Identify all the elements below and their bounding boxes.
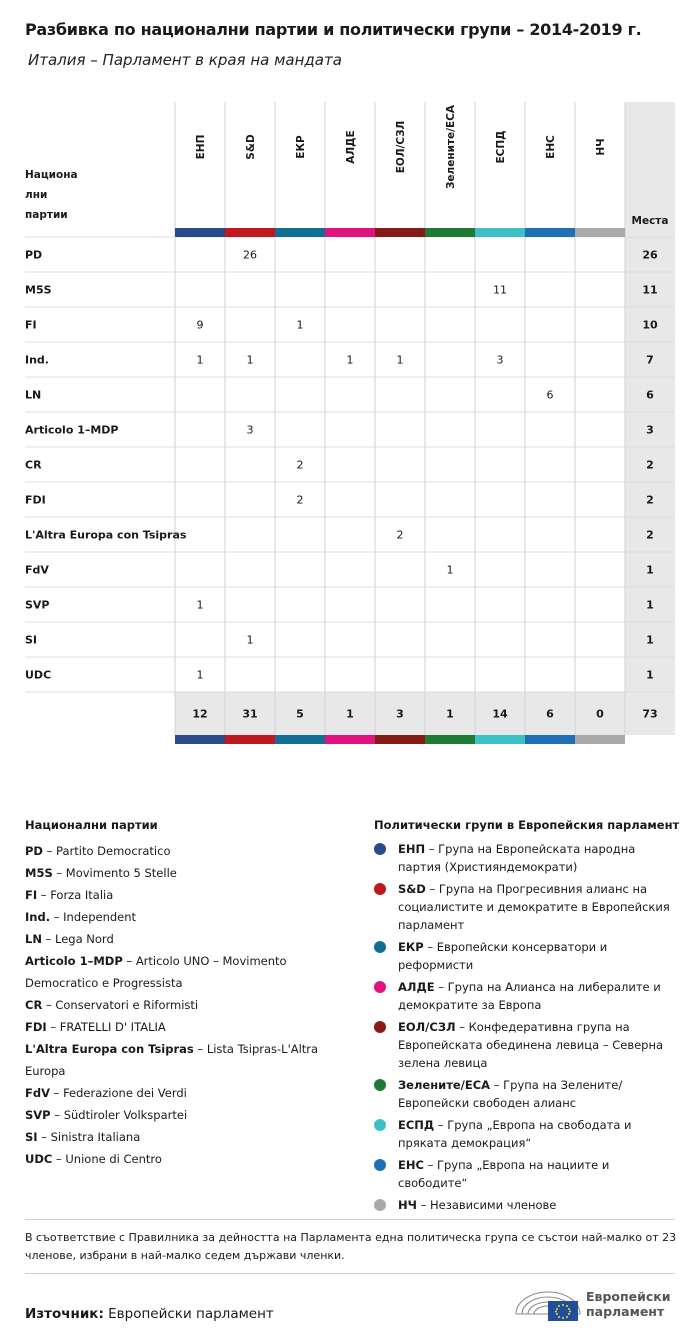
national-party-abbr: CR (25, 998, 43, 1012)
group-column-header: ЕНП (195, 134, 207, 160)
separator: – (490, 1078, 504, 1092)
political-group-name: Група „Европа на свободата и пряката демокрация“ (398, 1118, 632, 1150)
group-colour-bar-top (175, 228, 225, 237)
column-total: 31 (242, 707, 258, 721)
column-total: 1 (346, 707, 354, 721)
row-party-label: UDC (25, 668, 52, 682)
separator: – (455, 1020, 469, 1034)
group-colour-bar-top (475, 228, 525, 237)
national-party-abbr: SVP (25, 1108, 51, 1122)
political-group-name: Група „Европа на нациите и свободите“ (398, 1158, 610, 1190)
national-party-item (25, 1038, 355, 1082)
source-label: Източник: (25, 1306, 104, 1322)
cell-value: 1 (196, 353, 204, 367)
separator: – (42, 844, 57, 858)
political-group-abbr: НЧ (398, 1198, 417, 1212)
cell-value: 26 (243, 248, 257, 262)
grand-total: 73 (642, 707, 658, 721)
group-column-header: ЕНС (545, 135, 557, 159)
national-party-abbr: SI (25, 1130, 38, 1144)
row-total: 3 (646, 423, 654, 437)
row-party-label: L'Altra Europa con Tsipras (25, 528, 187, 542)
group-colour-bar-top (375, 228, 425, 237)
column-total: 1 (446, 707, 454, 721)
separator: – (425, 842, 439, 856)
group-colour-dot-icon (374, 941, 386, 953)
political-group-name: Група на Алианса на либералите и демократите за Европа (398, 980, 661, 1012)
row-party-label: Ind. (25, 353, 49, 367)
group-column-header: ЕКР (295, 135, 307, 159)
group-colour-bar-bottom (325, 735, 375, 744)
group-colour-dot-icon (374, 1079, 386, 1091)
logo-text-line1: Европейски (586, 1289, 671, 1304)
national-party-abbr: L'Altra Europa con Tsipras (25, 1042, 194, 1056)
group-column-header: НЧ (595, 138, 607, 156)
column-total: 0 (596, 707, 604, 721)
row-total: 6 (646, 388, 654, 402)
group-colour-bar-top (275, 228, 325, 237)
cell-value: 11 (493, 283, 507, 297)
political-group-name: Независими членове (429, 1198, 557, 1212)
row-party-label: FdV (25, 563, 49, 577)
national-party-item (25, 1082, 355, 1104)
national-party-abbr: M5S (25, 866, 53, 880)
row-total: 1 (646, 633, 654, 647)
political-group-item (374, 1196, 680, 1214)
column-total: 3 (396, 707, 404, 721)
cell-value: 2 (296, 458, 304, 472)
national-party-item (25, 1104, 355, 1126)
national-party-item (25, 862, 355, 884)
separator: – (37, 888, 51, 902)
row-total: 11 (642, 283, 658, 297)
row-total: 26 (642, 248, 658, 262)
separator: – (37, 1130, 51, 1144)
national-party-name: Conservatori e Riformisti (55, 998, 199, 1012)
group-colour-bar-bottom (175, 735, 225, 744)
separator: – (50, 1108, 64, 1122)
separator: – (52, 1152, 66, 1166)
separator: – (42, 998, 56, 1012)
group-colour-dot-icon (374, 1159, 386, 1171)
row-total: 1 (646, 668, 654, 682)
cell-value: 1 (196, 598, 204, 612)
national-party-name: Federazione dei Verdi (63, 1086, 187, 1100)
political-group-item (374, 840, 680, 876)
national-party-item (25, 928, 355, 950)
cell-value: 1 (396, 353, 404, 367)
row-party-label: CR (25, 458, 42, 472)
party-column-header: Национа (25, 169, 78, 181)
national-party-item (25, 840, 355, 862)
political-group-item (374, 1018, 680, 1072)
group-colour-dot-icon (374, 843, 386, 855)
row-total: 2 (646, 528, 654, 542)
national-party-name: Unione di Centro (65, 1152, 162, 1166)
row-total: 10 (642, 318, 658, 332)
political-group-item (374, 978, 680, 1014)
group-colour-bar-top (325, 228, 375, 237)
cell-value: 1 (296, 318, 304, 332)
national-party-abbr: PD (25, 844, 43, 858)
national-party-abbr: Ind. (25, 910, 51, 924)
separator: – (122, 954, 136, 968)
national-party-abbr: UDC (25, 1152, 53, 1166)
logo-text-line2: парламент (586, 1304, 665, 1319)
group-colour-bar-bottom (525, 735, 575, 744)
group-colour-bar-top (225, 228, 275, 237)
national-party-name: FRATELLI D' ITALIA (59, 1020, 166, 1034)
logo-text (586, 1289, 671, 1319)
political-group-name: Конфедеративна група на Европейската обединена левица – Северна зелена левица (398, 1020, 664, 1070)
separator: – (50, 1086, 64, 1100)
cell-value: 3 (496, 353, 504, 367)
cell-value: 6 (546, 388, 554, 402)
political-group-abbr: ЕСПД (398, 1118, 435, 1132)
political-group-item (374, 938, 680, 974)
group-colour-bar-top (525, 228, 575, 237)
political-group-name: Европейски консерватори и реформисти (398, 940, 608, 972)
political-group-abbr: АЛДЕ (398, 980, 435, 994)
political-groups-legend-title: Политически групи в Европейския парламент (374, 818, 680, 832)
group-column-header: Зелените/ЕСА (445, 104, 457, 190)
political-group-abbr: S&D (398, 882, 426, 896)
cell-value: 2 (296, 493, 304, 507)
national-party-name: Movimento 5 Stelle (65, 866, 177, 880)
cell-value: 1 (346, 353, 354, 367)
political-group-item (374, 1156, 680, 1192)
national-party-item (25, 950, 355, 994)
group-colour-dot-icon (374, 1021, 386, 1033)
political-groups-legend (374, 814, 680, 1218)
row-total: 1 (646, 563, 654, 577)
separator: – (423, 1158, 437, 1172)
page-title: Разбивка по национални партии и политически групи – 2014-2019 г. (25, 20, 642, 39)
row-total: 1 (646, 598, 654, 612)
national-party-item (25, 994, 355, 1016)
party-column-header: лни (25, 189, 48, 201)
party-column-header: партии (25, 209, 68, 221)
separator: – (52, 866, 66, 880)
national-parties-legend-title: Национални партии (25, 818, 158, 832)
political-group-item (374, 1116, 680, 1152)
column-total: 6 (546, 707, 554, 721)
group-colour-bar-top (425, 228, 475, 237)
group-colour-dot-icon (374, 883, 386, 895)
separator: – (434, 1118, 448, 1132)
national-party-item (25, 884, 355, 906)
row-total: 2 (646, 493, 654, 507)
row-total: 7 (646, 353, 654, 367)
cell-value: 1 (246, 353, 254, 367)
group-colour-bar-bottom (225, 735, 275, 744)
row-party-label: Articolo 1–MDP (25, 423, 119, 437)
cell-value: 1 (246, 633, 254, 647)
group-colour-bar-bottom (475, 735, 525, 744)
political-group-item (374, 1076, 680, 1112)
national-party-name: Lega Nord (55, 932, 114, 946)
group-colour-bar-bottom (425, 735, 475, 744)
row-party-label: SI (25, 633, 38, 647)
cell-value: 3 (246, 423, 254, 437)
row-party-label: PD (25, 248, 43, 262)
national-party-name: Independent (63, 910, 137, 924)
separator: – (41, 932, 56, 946)
row-party-label: M5S (25, 283, 52, 297)
divider (25, 1219, 675, 1220)
separator: – (423, 940, 437, 954)
group-colour-dot-icon (374, 1119, 386, 1131)
row-party-label: FDI (25, 493, 46, 507)
separator: – (425, 882, 439, 896)
group-column-header: S&D (245, 134, 257, 160)
column-total: 5 (296, 707, 304, 721)
group-colour-dot-icon (374, 981, 386, 993)
group-colour-bar-top (575, 228, 625, 237)
row-party-label: FI (25, 318, 37, 332)
group-colour-bar-bottom (575, 735, 625, 744)
divider (25, 1273, 675, 1274)
political-group-name: Група на Европейската народна партия (Християндемократи) (398, 842, 636, 874)
national-party-abbr: Articolo 1–MDP (25, 954, 123, 968)
column-total: 14 (492, 707, 508, 721)
national-party-abbr: FdV (25, 1086, 50, 1100)
political-group-name: Група на Зелените/ Европейски свободен алианс (398, 1078, 623, 1110)
cell-value: 1 (196, 668, 204, 682)
separator: – (50, 910, 64, 924)
separator: – (46, 1020, 60, 1034)
source-line (25, 1306, 274, 1322)
political-group-abbr: Зелените/ЕСА (398, 1078, 491, 1092)
row-party-label: LN (25, 388, 42, 402)
political-group-abbr: ЕНП (398, 842, 426, 856)
national-party-name: Südtiroler Volkspartei (63, 1108, 188, 1122)
national-party-name: Sinistra Italiana (50, 1130, 141, 1144)
group-colour-dot-icon (374, 1199, 386, 1211)
row-total: 2 (646, 458, 654, 472)
political-group-abbr: ЕКР (398, 940, 424, 954)
group-colour-bar-bottom (375, 735, 425, 744)
national-party-item (25, 1148, 355, 1170)
column-total: 12 (192, 707, 208, 721)
group-column-header: ЕОЛ/СЗЛ (395, 120, 407, 174)
political-group-abbr: ЕНС (398, 1158, 424, 1172)
national-party-abbr: FI (25, 888, 38, 902)
political-group-item (374, 880, 680, 934)
national-party-item (25, 1126, 355, 1148)
separator: – (193, 1042, 207, 1056)
row-party-label: SVP (25, 598, 50, 612)
seats-column-header: Места (631, 215, 669, 227)
group-column-header: ЕСПД (495, 130, 507, 164)
national-party-abbr: LN (25, 932, 42, 946)
group-colour-bar-bottom (275, 735, 325, 744)
political-group-name: Група на Прогресивния алианс на социалистите и демократите в Европейския парламент (398, 882, 670, 932)
cell-value: 9 (196, 318, 204, 332)
source-value: Европейски парламент (108, 1306, 274, 1322)
group-column-header: АЛДЕ (345, 130, 357, 164)
national-party-item (25, 1016, 355, 1038)
cell-value: 2 (396, 528, 404, 542)
national-party-name: Partito Democratico (56, 844, 171, 858)
national-party-name: Articolo UNO – Movimento Democratico e Progressista (25, 954, 287, 990)
national-parties-legend (25, 814, 355, 1170)
footnote: В съответствие с Правилника за дейността на Парламента една политическа група се състои най-малко от 23 членове, избрани в най-малко седем държави членки. (25, 1231, 677, 1262)
separator: – (416, 1198, 430, 1212)
national-party-item (25, 906, 355, 928)
political-group-abbr: ЕОЛ/СЗЛ (398, 1020, 456, 1034)
national-party-name: Forza Italia (50, 888, 114, 902)
national-party-name: Lista Tsipras-L'Altra Europa (25, 1042, 319, 1078)
national-party-abbr: FDI (25, 1020, 47, 1034)
cell-value: 1 (446, 563, 454, 577)
separator: – (434, 980, 448, 994)
page-subtitle: Италия – Парламент в края на мандата (28, 51, 342, 69)
